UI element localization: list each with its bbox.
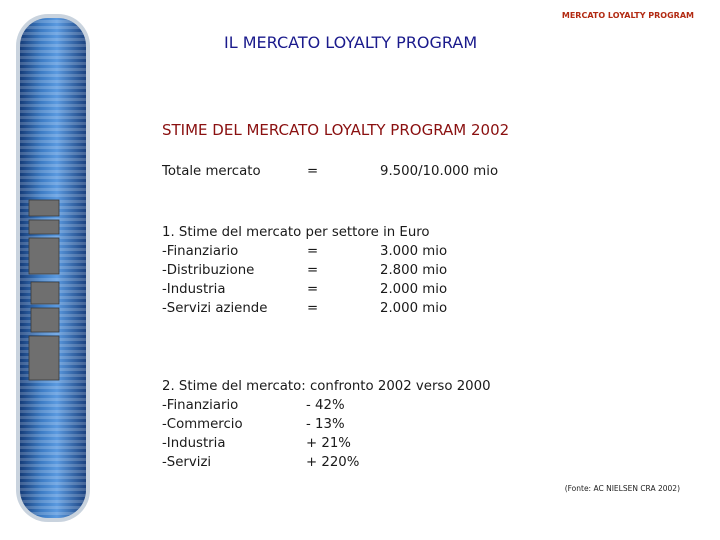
total-value: 9.500/10.000 mio xyxy=(380,164,499,179)
source-note: (Fonte: AC NIELSEN CRA 2002) xyxy=(564,484,680,493)
brand-side-bar xyxy=(14,14,92,522)
total-eq: = xyxy=(307,164,319,179)
section-title: STIME DEL MERCATO LOYALTY PROGRAM 2002 xyxy=(162,121,510,139)
header-tag: MERCATO LOYALTY PROGRAM xyxy=(561,11,694,20)
sin-logo xyxy=(29,200,59,380)
total-label: Totale mercato xyxy=(162,164,261,179)
page-title: IL MERCATO LOYALTY PROGRAM xyxy=(224,33,478,52)
